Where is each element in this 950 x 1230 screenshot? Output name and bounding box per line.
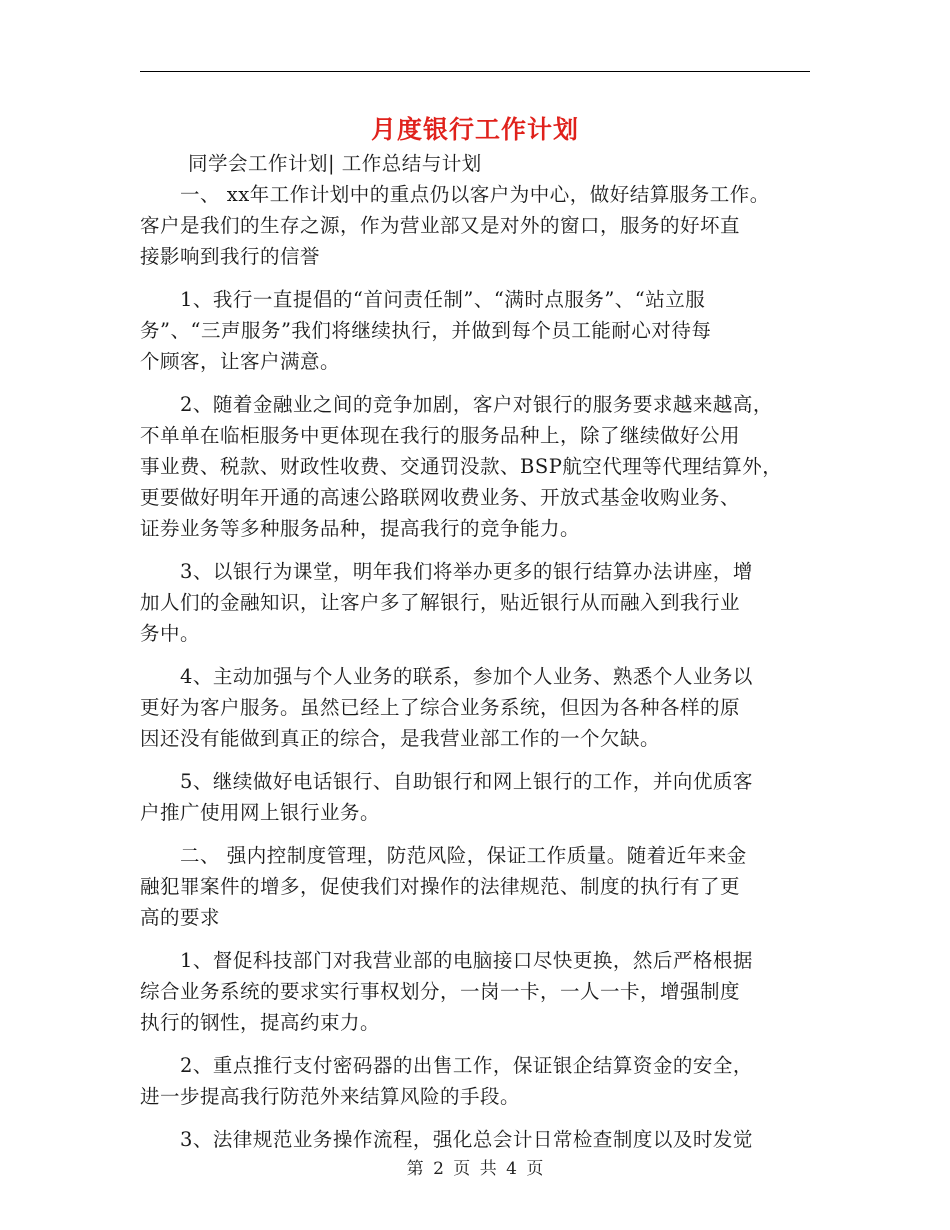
paragraph-line: 4、主动加强与个人业务的联系，参加个人业务、熟悉个人业务以 bbox=[140, 665, 753, 688]
paragraph-line: 二、 强内控制度管理，防范风险，保证工作质量。随着近年来金 bbox=[140, 844, 747, 867]
paragraph-line: 接影响到我行的信誉 bbox=[140, 245, 321, 268]
paragraph-line: 执行的钢性，提高约束力。 bbox=[140, 1011, 381, 1034]
paragraph-line: 务”、“三声服务”我们将继续执行，并做到每个员工能耐心对待每 bbox=[140, 319, 712, 342]
paragraph-line: 一、 xx年工作计划中的重点仍以客户为中心，做好结算服务工作。 bbox=[140, 183, 770, 206]
paragraph-line: 因还没有能做到真正的综合，是我营业部工作的一个欠缺。 bbox=[140, 727, 661, 750]
paragraph bbox=[140, 766, 840, 828]
paragraph-line: 5、继续做好电话银行、自助银行和网上银行的工作，并向优质客 bbox=[140, 770, 753, 793]
document-title: 月度银行工作计划 bbox=[370, 115, 579, 144]
paragraph-line: 客户是我们的生存之源，作为营业部又是对外的窗口，服务的好坏直 bbox=[140, 214, 741, 237]
paragraph-line: 3、法律规范业务操作流程，强化总会计日常检查制度以及时发觉 bbox=[140, 1128, 753, 1151]
document-body bbox=[140, 148, 840, 1155]
paragraph-line: 融犯罪案件的增多，促使我们对操作的法律规范、制度的执行有了更 bbox=[140, 875, 741, 898]
paragraph-line: 事业费、税款、财政性收费、交通罚没款、BSP航空代理等代理结算外， bbox=[140, 455, 783, 478]
header-rule bbox=[140, 71, 810, 72]
paragraph bbox=[140, 661, 840, 754]
paragraph-line: 个顾客，让客户满意。 bbox=[140, 350, 341, 373]
paragraph bbox=[140, 1050, 840, 1112]
paragraph bbox=[140, 179, 840, 272]
paragraph-line: 更好为客户服务。虽然已经上了综合业务系统，但因为各种各样的原 bbox=[140, 696, 741, 719]
paragraph-line: 户推广使用网上银行业务。 bbox=[140, 801, 381, 824]
paragraph bbox=[140, 389, 840, 544]
paragraph-line: 2、重点推行支付密码器的出售工作，保证银企结算资金的安全， bbox=[140, 1054, 753, 1077]
paragraph-line: 进一步提高我行防范外来结算风险的手段。 bbox=[140, 1085, 521, 1108]
paragraph bbox=[140, 840, 840, 933]
paragraph-line: 务中。 bbox=[140, 622, 201, 645]
paragraph-line: 2、随着金融业之间的竞争加剧，客户对银行的服务要求越来越高， bbox=[140, 393, 773, 416]
paragraph-line: 不单单在临柜服务中更体现在我行的服务品种上，除了继续做好公用 bbox=[140, 424, 741, 447]
paragraph-line: 更要做好明年开通的高速公路联网收费业务、开放式基金收购业务、 bbox=[140, 486, 741, 509]
paragraph bbox=[140, 284, 840, 377]
document-subtitle: 同学会工作计划| 工作总结与计划 bbox=[188, 152, 482, 175]
paragraph-line: 证券业务等多种服务品种，提高我行的竞争能力。 bbox=[140, 517, 581, 540]
paragraph-line: 综合业务系统的要求实行事权划分，一岗一卡，一人一卡，增强制度 bbox=[140, 980, 741, 1003]
paragraph-line: 加人们的金融知识，让客户多了解银行，贴近银行从而融入到我行业 bbox=[140, 591, 741, 614]
paragraph bbox=[140, 556, 840, 649]
paragraph-line: 1、督促科技部门对我营业部的电脑接口尽快更换，然后严格根据 bbox=[140, 949, 753, 972]
paragraph-line: 1、我行一直提倡的“首问责任制”、“满时点服务”、“站立服 bbox=[140, 288, 706, 311]
paragraph bbox=[140, 1124, 840, 1155]
paragraph-line: 3、以银行为课堂，明年我们将举办更多的银行结算办法讲座，增 bbox=[140, 560, 753, 583]
page-footer: 第 2 页 共 4 页 bbox=[406, 1159, 544, 1179]
paragraph bbox=[140, 945, 840, 1038]
paragraph-line: 高的要求 bbox=[140, 906, 221, 929]
